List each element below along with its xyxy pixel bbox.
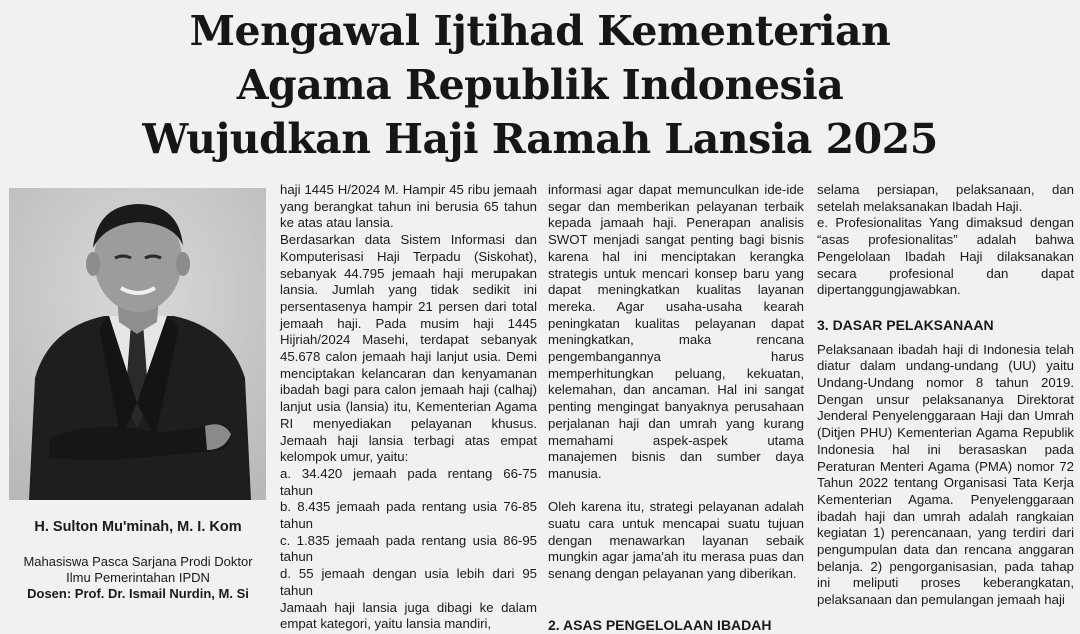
author-role-line-2: Ilmu Pemerintahan IPDN [66,570,210,585]
author-role-line-1: Mahasiswa Pasca Sarjana Prodi Doktor [23,554,253,569]
list-item: b. 8.435 jemaah pada rentang usia 76-85 tahun [280,499,537,532]
paragraph: selama persiapan, pelaksanaan, dan setelah melaksanakan Ibadah Haji. [817,182,1074,214]
author-photo [9,188,266,500]
author-block [0,508,276,602]
paragraph: informasi agar dapat memunculkan ide-ide segar dan memberikan pelayanan terbaik kepada jamaah haji. Penerapan analisis SWOT menjadi sangat penting bagi bisnis karena hal ini menciptakan kerangka strategis untuk mencari konsep baru yang dapat meningkatkan kualitas layanan mereka. Agar usaha-usaha kearah peningkatan kualitas pelayanan dapat meningkatkan, maka rencana pengembangannya harus memperhitungkan peluang, kekuatan, kelemahan, dan ancaman. Hal ini sangat penting mengingat banyaknya perusahaan perjalanan haji dan umrah yang kurang memahami aspek-aspek utama manajemen bisnis dan sumber daya manusia. [548,182,804,481]
section-heading: 3. DASAR PELAKSANAAN [817,316,994,333]
paragraph: Oleh karena itu, strategi pelayanan adalah suatu cara untuk mencapai suatu tujuan dengan menawarkan layanan sebaik mungkin agar jama'ah itu merasa puas dan senang dengan pelayanan yang diberikan. [548,499,804,582]
paragraph: haji 1445 H/2024 M. Hampir 45 ribu jemaah yang berangkat tahun ini berusia 65 tahun ke atas atau lansia. [280,182,537,231]
paragraph: Jamaah haji lansia juga dibagi ke dalam empat kategori, yaitu lansia mandiri, [280,599,537,632]
paragraph: e. Profesionalitas Yang dimaksud dengan “asas profesionalitas” adalah bahwa Pengelolaan Ibadah Haji dilaksanakan secara profesional dan dapat dipertanggungjawabkan. [817,215,1074,298]
paragraph: Berdasarkan data Sistem Informasi dan Komputerisasi Haji Terpadu (Siskohat), sebanyak 44.795 jemaah haji merupakan lansia. Jumlah yang tidak sedikit ini persentasenya hampir 21 persen dari total jemaah haji. Pada musim haji 1445 Hijriah/2024 Masehi, terdapat sebanyak 45.678 calon jemaah haji lanjut usia. Demi menciptakan kelancaran dan kenyamanan ibadah bagi para calon jemaah haji (calhaj) lanjut usia (lansia) itu, Kementerian Agama RI menyediakan pelayanan khusus. Jemaah haji lansia terbagi atas empat kelompok umur, yaitu: [280,232,537,465]
article-column-2 [548,182,804,634]
headline-line-1: Mengawal Ijtihad Kementerian [189,7,891,55]
headline [0,4,1080,166]
article-column-1 [280,182,537,632]
paragraph: Pelaksanaan ibadah haji di Indonesia telah diatur dalam undang-undang (UU) yaitu Undang-Undang nomor 8 tahun 2019. Dengan unsur pelaksananya Direktorat Jenderal Penyelenggaraan Haji dan Umrah (Ditjen PHU) Kementerian Agama Republik Indonesia hal ini berasaskan pada Peraturan Menteri Agama (PMA) nomor 72 Tahun 2022 tentang Organisasi Tata Kerja Kementerian Agama. Penyelenggaraan ibadah haji dan umrah adalah rangkaian kegiatan 1) perencanaan, yang terdiri dari pengumpulan data dan rencana anggaran belanja. 2) pengorganisasian, pada tahap ini meliputi proses keberangkatan, pelaksanaan dan pemulangan jemaah haji [817,341,1074,608]
list-item: c. 1.835 jemaah pada rentang usia 86-95 tahun [280,532,537,565]
author-name: H. Sulton Mu'minah, M. I. Kom [34,519,242,535]
article-column-3 [817,182,1074,606]
author-dosen: Dosen: Prof. Dr. Ismail Nurdin, M. Si [27,586,249,601]
author-portrait-illustration [9,188,266,500]
list-item: d. 55 jemaah dengan usia lebih dari 95 tahun [280,566,537,598]
section-heading: 2. ASAS PENGELOLAAN IBADAH [548,617,772,634]
headline-line-2: Agama Republik Indonesia [236,61,844,109]
headline-line-3: Wujudkan Haji Ramah Lansia 2025 [142,115,938,163]
list-item: a. 34.420 jemaah pada rentang 66-75 tahun [280,465,537,498]
